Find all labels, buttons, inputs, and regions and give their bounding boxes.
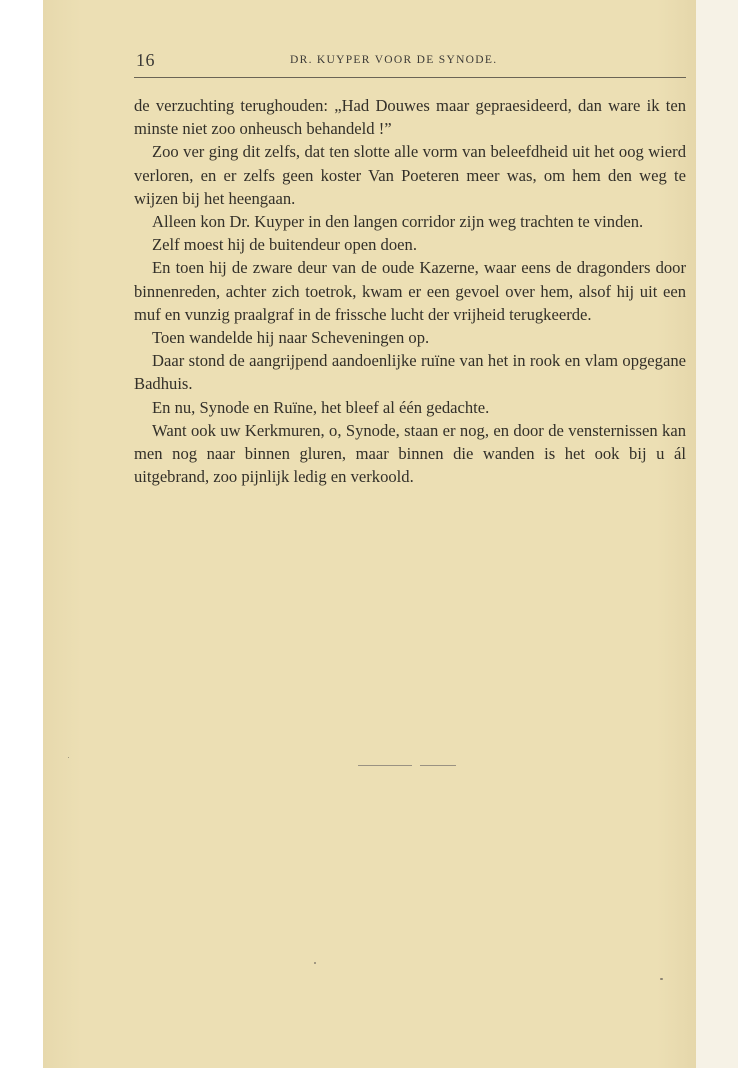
running-title: DR. KUYPER VOOR DE SYNODE. [290,54,498,66]
paragraph: Want ook uw Kerkmuren, o, Synode, staan er nog, en door de vensternissen kan men nog naar binnen gluren, maar binnen die wanden is het ook bij u ál uitgebrand, zoo pijnlijk ledig en verkoold. [134,420,686,487]
paper-speck [660,978,663,980]
page-number: 16 [136,50,155,70]
paragraph: Alleen kon Dr. Kuyper in den langen corridor zijn weg trachten te vinden. [152,212,644,232]
paragraph: En nu, Synode en Ruïne, het bleef al één gedachte. [152,397,490,417]
paragraph: En toen hij de zware deur van de oude Kazerne, waar eens de dragonders door binnenreden, achter zich toetrok, kwam er een gevoel over hem, alsof hij uit een muf en vunzig praalgraf in de frissche lucht der vrijheid terugkeerde. [134,258,686,324]
paragraph: de verzuchting terughouden: „Had Douwes maar gepraesideerd, dan ware ik ten minste niet zoo onheusch behandeld !” [134,96,686,139]
page-margin [696,0,738,1068]
paragraph: Toen wandelde hij naar Scheveningen op. [152,328,430,348]
paper-speck [314,962,316,964]
paper-speck [68,757,69,758]
paragraph: Daar stond de aangrijpend aandoenlijke ruïne van het in rook en vlam opgegane Badhuis. [134,351,686,394]
paragraph: Zoo ver ging dit zelfs, dat ten slotte alle vorm van beleefdheid uit het oog wierd verloren, en er zelfs geen koster Van Poeteren meer was, om hem den weg te wijzen bij het heengaan. [134,142,686,208]
section-end-ornament [420,765,456,766]
body-text [134,94,686,488]
header-rule [134,77,686,78]
paragraph: Zelf moest hij de buitendeur open doen. [152,235,417,255]
section-end-ornament [358,765,412,766]
